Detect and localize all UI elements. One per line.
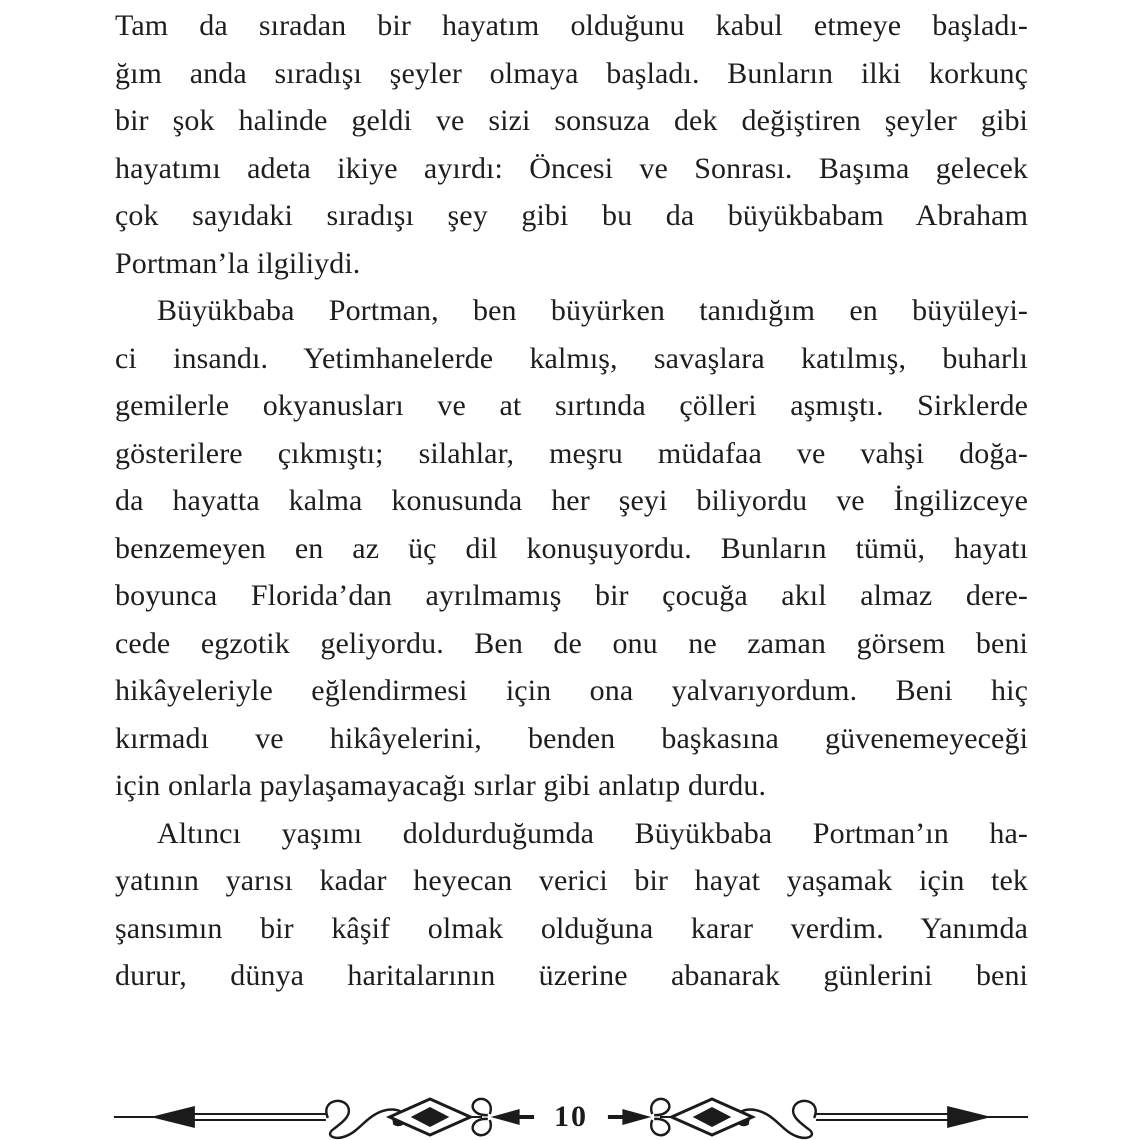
text-line: gemilerle okyanusları ve at sırtında çölleri aşmıştı. Sirklerde: [115, 389, 1028, 422]
text-line: çok sayıdaki sıradışı şey gibi bu da büyükbabam Abraham: [115, 199, 1028, 232]
text-line: ğım anda sıradışı şeyler olmaya başladı. Bunların ilki korkunç: [115, 56, 1028, 90]
text-line: hikâyeleriyle eğlendirmesi için ona yalvarıyordum. Beni hiç: [115, 674, 1028, 707]
text-line: şansımın bir kâşif olmak olduğuna karar verdim. Yanımda: [115, 911, 1028, 945]
text-line: Altıncı yaşımı doldurduğumda Büyükbaba Portman’ın ha-: [157, 816, 1028, 850]
text-line: hayatımı adeta ikiye ayırdı: Öncesi ve Sonrası. Başıma gelecek: [115, 151, 1028, 185]
paragraph: [115, 2, 1028, 287]
page-text-block: [115, 2, 1028, 1000]
text-line: ci insandı. Yetimhanelerde kalmış, savaşlara katılmış, buharlı: [115, 341, 1028, 375]
text-line: Tam da sıradan bir hayatım olduğunu kabul etmeye başladı-: [115, 9, 1028, 42]
paragraph: [115, 810, 1028, 1000]
text-line: da hayatta kalma konusunda her şeyi biliyordu ve İngilizceye: [115, 484, 1028, 517]
text-line: durur, dünya haritalarının üzerine abanarak günlerini beni: [115, 959, 1028, 992]
footer-ornament-left-icon: [112, 1094, 536, 1140]
text-line: yatının yarısı kadar heyecan verici bir hayat yaşamak için tek: [115, 864, 1028, 897]
text-line: Portman’la ilgiliydi.: [115, 246, 361, 280]
text-line: gösterilere çıkmıştı; silahlar, meşru müdafaa ve vahşi doğa-: [115, 436, 1028, 470]
text-line: için onlarla paylaşamayacağı sırlar gibi anlatıp durdu.: [115, 769, 767, 802]
text-line: benzemeyen en az üç dil konuşuyordu. Bunların tümü, hayatı: [115, 531, 1028, 565]
text-line: Büyükbaba Portman, ben büyürken tanıdığım en büyüleyi-: [157, 294, 1028, 327]
page-footer: [112, 1094, 1030, 1140]
footer-ornament-right-icon: [606, 1094, 1030, 1140]
paragraph: [115, 287, 1028, 810]
page-number: 10: [554, 1100, 588, 1133]
text-line: bir şok halinde geldi ve sizi sonsuza dek değiştiren şeyler gibi: [115, 104, 1028, 137]
text-line: kırmadı ve hikâyelerini, benden başkasına güvenemeyeceği: [115, 721, 1028, 755]
text-line: boyunca Florida’dan ayrılmamış bir çocuğa akıl almaz dere-: [115, 579, 1028, 612]
text-line: cede egzotik geliyordu. Ben de onu ne zaman görsem beni: [115, 626, 1028, 660]
